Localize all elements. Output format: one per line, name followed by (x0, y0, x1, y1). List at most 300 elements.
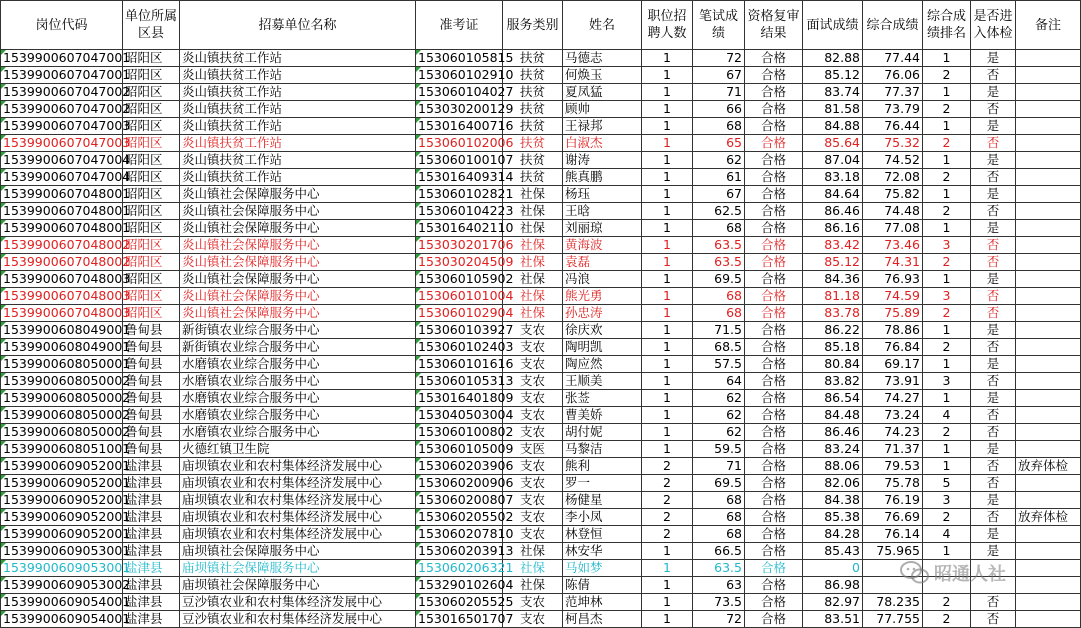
cell-job-code: 1539900609052001 (1, 526, 123, 543)
cell-written-score: 68 (693, 509, 745, 526)
cell-total-rank: 1 (923, 543, 971, 560)
cell-total-score (863, 560, 923, 577)
cell-job-code: 1539900607048003 (1, 305, 123, 322)
cell-district: 昭阳区 (123, 288, 180, 305)
cell-service-type: 社保 (503, 577, 563, 594)
cell-job-code: 1539900607047002 (1, 101, 123, 118)
cell-physical-exam: 否 (971, 305, 1016, 322)
cell-unit-name: 庙坝镇农业和农村集体经济发展中心 (180, 509, 416, 526)
cell-total-score: 75.32 (863, 135, 923, 152)
cell-candidate-name: 马黎洁 (563, 441, 642, 458)
cell-ticket-number: 153060203913 (416, 543, 503, 560)
table-row (1, 577, 1081, 594)
cell-total-rank: 1 (923, 186, 971, 203)
cell-physical-exam: 否 (971, 101, 1016, 118)
table-row (1, 152, 1081, 169)
cell-total-score: 76.19 (863, 492, 923, 509)
cell-written-score: 62 (693, 152, 745, 169)
cell-remark (1016, 526, 1081, 543)
cell-ticket-number: 153060105009 (416, 441, 503, 458)
cell-ticket-number: 153060102904 (416, 305, 503, 322)
cell-remark (1016, 305, 1081, 322)
cell-interview-score: 86.16 (803, 220, 863, 237)
cell-candidate-name: 夏凤猛 (563, 84, 642, 101)
cell-candidate-name: 熊真鹏 (563, 169, 642, 186)
cell-job-code: 1539900609052001 (1, 458, 123, 475)
cell-total-score: 74.27 (863, 390, 923, 407)
cell-physical-exam: 否 (971, 594, 1016, 611)
cell-remark (1016, 543, 1081, 560)
cell-hire-count: 1 (642, 67, 693, 84)
cell-unit-name: 炎山镇社会保障服务中心 (180, 220, 416, 237)
cell-remark (1016, 169, 1081, 186)
table-row (1, 271, 1081, 288)
cell-service-type: 扶贫 (503, 101, 563, 118)
cell-remark: 放弃体检 (1016, 509, 1081, 526)
cell-candidate-name: 王顺美 (563, 373, 642, 390)
cell-hire-count: 1 (642, 441, 693, 458)
cell-review-result: 合格 (745, 152, 803, 169)
cell-service-type: 社保 (503, 543, 563, 560)
cell-remark (1016, 322, 1081, 339)
cell-unit-name: 炎山镇扶贫工作站 (180, 50, 416, 67)
cell-hire-count: 1 (642, 203, 693, 220)
cell-interview-score: 83.51 (803, 611, 863, 628)
cell-physical-exam: 否 (971, 203, 1016, 220)
cell-district: 昭阳区 (123, 237, 180, 254)
cell-physical-exam: 否 (971, 67, 1016, 84)
cell-interview-score: 83.24 (803, 441, 863, 458)
cell-ticket-number: 153060203906 (416, 458, 503, 475)
cell-physical-exam: 否 (971, 169, 1016, 186)
cell-review-result: 合格 (745, 407, 803, 424)
table-row (1, 373, 1081, 390)
cell-written-score: 73.5 (693, 594, 745, 611)
cell-job-code: 1539900608050002 (1, 373, 123, 390)
cell-remark (1016, 339, 1081, 356)
cell-review-result: 合格 (745, 339, 803, 356)
cell-unit-name: 炎山镇扶贫工作站 (180, 152, 416, 169)
cell-hire-count: 1 (642, 322, 693, 339)
column-header: 职位招聘人数 (642, 1, 693, 50)
cell-hire-count: 1 (642, 169, 693, 186)
cell-written-score: 71.5 (693, 322, 745, 339)
cell-review-result: 合格 (745, 237, 803, 254)
column-header: 岗位代码 (1, 1, 123, 50)
cell-written-score: 57.5 (693, 356, 745, 373)
cell-ticket-number: 153060104027 (416, 84, 503, 101)
cell-ticket-number: 153016400716 (416, 118, 503, 135)
cell-unit-name: 炎山镇扶贫工作站 (180, 101, 416, 118)
cell-service-type: 支农 (503, 407, 563, 424)
cell-total-score: 76.06 (863, 67, 923, 84)
cell-total-score: 79.53 (863, 458, 923, 475)
column-header: 面试成绩 (803, 1, 863, 50)
cell-interview-score: 84.48 (803, 407, 863, 424)
cell-total-rank: 1 (923, 220, 971, 237)
cell-job-code: 1539900608050002 (1, 407, 123, 424)
cell-review-result: 合格 (745, 356, 803, 373)
cell-total-rank: 1 (923, 390, 971, 407)
cell-total-score: 77.44 (863, 50, 923, 67)
cell-job-code: 1539900609054001 (1, 611, 123, 628)
cell-unit-name: 庙坝镇社会保障服务中心 (180, 543, 416, 560)
cell-interview-score: 86.98 (803, 577, 863, 594)
cell-candidate-name: 杨健星 (563, 492, 642, 509)
cell-district: 鲁甸县 (123, 373, 180, 390)
cell-ticket-number: 153060103927 (416, 322, 503, 339)
cell-service-type: 支农 (503, 322, 563, 339)
cell-service-type: 社保 (503, 271, 563, 288)
cell-written-score: 63.5 (693, 254, 745, 271)
table-row (1, 305, 1081, 322)
cell-candidate-name: 孙忠涛 (563, 305, 642, 322)
cell-service-type: 扶贫 (503, 118, 563, 135)
cell-candidate-name: 马德志 (563, 50, 642, 67)
cell-written-score: 68.5 (693, 339, 745, 356)
cell-hire-count: 1 (642, 356, 693, 373)
cell-ticket-number: 153060101616 (416, 356, 503, 373)
cell-interview-score: 84.88 (803, 118, 863, 135)
cell-candidate-name: 刘丽琼 (563, 220, 642, 237)
cell-hire-count: 1 (642, 186, 693, 203)
cell-physical-exam: 否 (971, 475, 1016, 492)
cell-written-score: 63 (693, 577, 745, 594)
cell-district: 昭阳区 (123, 135, 180, 152)
cell-physical-exam: 否 (971, 373, 1016, 390)
cell-interview-score: 82.88 (803, 50, 863, 67)
cell-total-score: 74.31 (863, 254, 923, 271)
cell-total-rank: 2 (923, 169, 971, 186)
cell-job-code: 1539900609052001 (1, 492, 123, 509)
cell-hire-count: 1 (642, 407, 693, 424)
cell-total-rank: 4 (923, 526, 971, 543)
table-row (1, 543, 1081, 560)
cell-interview-score: 82.97 (803, 594, 863, 611)
cell-total-rank: 2 (923, 101, 971, 118)
cell-hire-count: 1 (642, 288, 693, 305)
cell-written-score: 69.5 (693, 475, 745, 492)
cell-service-type: 社保 (503, 560, 563, 577)
cell-ticket-number: 153060200906 (416, 475, 503, 492)
cell-job-code: 1539900608051001 (1, 441, 123, 458)
cell-interview-score: 86.54 (803, 390, 863, 407)
table-row (1, 237, 1081, 254)
cell-district: 昭阳区 (123, 186, 180, 203)
cell-ticket-number: 153060104223 (416, 203, 503, 220)
cell-review-result: 合格 (745, 288, 803, 305)
cell-district: 昭阳区 (123, 220, 180, 237)
cell-unit-name: 炎山镇社会保障服务中心 (180, 203, 416, 220)
cell-remark (1016, 475, 1081, 492)
cell-review-result: 合格 (745, 373, 803, 390)
cell-total-score: 75.965 (863, 543, 923, 560)
cell-unit-name: 庙坝镇农业和农村集体经济发展中心 (180, 458, 416, 475)
cell-unit-name: 炎山镇社会保障服务中心 (180, 271, 416, 288)
cell-review-result: 合格 (745, 101, 803, 118)
cell-ticket-number: 153040503004 (416, 407, 503, 424)
cell-district: 昭阳区 (123, 67, 180, 84)
table-row (1, 509, 1081, 526)
cell-job-code: 1539900607048001 (1, 186, 123, 203)
column-header: 姓名 (563, 1, 642, 50)
cell-job-code: 1539900608050001 (1, 356, 123, 373)
cell-district: 昭阳区 (123, 305, 180, 322)
cell-physical-exam: 是 (971, 526, 1016, 543)
column-header: 资格复审结果 (745, 1, 803, 50)
cell-physical-exam: 是 (971, 543, 1016, 560)
cell-service-type: 扶贫 (503, 50, 563, 67)
cell-written-score: 71 (693, 458, 745, 475)
cell-hire-count: 1 (642, 339, 693, 356)
cell-total-rank: 1 (923, 458, 971, 475)
cell-interview-score: 81.18 (803, 288, 863, 305)
cell-interview-score: 83.18 (803, 169, 863, 186)
cell-candidate-name: 罗一 (563, 475, 642, 492)
cell-service-type: 支农 (503, 611, 563, 628)
cell-review-result: 合格 (745, 169, 803, 186)
cell-interview-score: 84.38 (803, 492, 863, 509)
cell-review-result: 合格 (745, 271, 803, 288)
cell-service-type: 社保 (503, 220, 563, 237)
cell-remark (1016, 356, 1081, 373)
cell-service-type: 支农 (503, 424, 563, 441)
table-row (1, 288, 1081, 305)
column-header: 综合成绩排名 (923, 1, 971, 50)
cell-ticket-number: 153060102910 (416, 67, 503, 84)
cell-review-result: 合格 (745, 458, 803, 475)
cell-review-result: 合格 (745, 186, 803, 203)
cell-remark (1016, 118, 1081, 135)
cell-service-type: 社保 (503, 288, 563, 305)
cell-total-rank: 2 (923, 339, 971, 356)
cell-written-score: 59.5 (693, 441, 745, 458)
cell-total-score: 71.37 (863, 441, 923, 458)
cell-candidate-name: 何焕玉 (563, 67, 642, 84)
cell-district: 鲁甸县 (123, 441, 180, 458)
cell-hire-count: 1 (642, 543, 693, 560)
cell-review-result: 合格 (745, 526, 803, 543)
cell-total-score: 76.93 (863, 271, 923, 288)
cell-job-code: 1539900607048002 (1, 254, 123, 271)
cell-total-rank: 1 (923, 322, 971, 339)
cell-service-type: 支农 (503, 373, 563, 390)
cell-ticket-number: 153060206321 (416, 560, 503, 577)
cell-ticket-number: 153030204509 (416, 254, 503, 271)
cell-remark (1016, 220, 1081, 237)
cell-district: 盐津县 (123, 577, 180, 594)
cell-physical-exam: 否 (971, 424, 1016, 441)
cell-remark (1016, 67, 1081, 84)
cell-candidate-name: 谢涛 (563, 152, 642, 169)
cell-remark (1016, 373, 1081, 390)
cell-ticket-number: 153060105313 (416, 373, 503, 390)
cell-remark (1016, 237, 1081, 254)
cell-hire-count: 1 (642, 577, 693, 594)
cell-written-score: 63.5 (693, 560, 745, 577)
cell-candidate-name: 胡付妮 (563, 424, 642, 441)
cell-physical-exam: 否 (971, 254, 1016, 271)
cell-district: 昭阳区 (123, 169, 180, 186)
table-row (1, 254, 1081, 271)
cell-remark (1016, 254, 1081, 271)
cell-review-result: 合格 (745, 254, 803, 271)
cell-ticket-number: 153016501707 (416, 611, 503, 628)
cell-unit-name: 庙坝镇社会保障服务中心 (180, 577, 416, 594)
cell-total-score: 76.44 (863, 118, 923, 135)
cell-ticket-number: 153060101004 (416, 288, 503, 305)
cell-total-rank: 2 (923, 203, 971, 220)
cell-written-score: 72 (693, 611, 745, 628)
cell-total-score: 77.08 (863, 220, 923, 237)
table-row (1, 84, 1081, 101)
cell-remark (1016, 424, 1081, 441)
column-header: 备注 (1016, 1, 1081, 50)
cell-physical-exam: 是 (971, 186, 1016, 203)
cell-candidate-name: 范坤林 (563, 594, 642, 611)
cell-hire-count: 1 (642, 560, 693, 577)
cell-unit-name: 豆沙镇农业和农村集体经济发展中心 (180, 611, 416, 628)
cell-interview-score: 84.28 (803, 526, 863, 543)
cell-district: 鲁甸县 (123, 424, 180, 441)
cell-candidate-name: 陈倩 (563, 577, 642, 594)
cell-job-code: 1539900607048003 (1, 288, 123, 305)
cell-district: 盐津县 (123, 594, 180, 611)
cell-candidate-name: 顾帅 (563, 101, 642, 118)
cell-ticket-number: 153060205525 (416, 594, 503, 611)
cell-total-score (863, 577, 923, 594)
cell-remark (1016, 441, 1081, 458)
table-row (1, 390, 1081, 407)
cell-written-score: 62 (693, 390, 745, 407)
cell-job-code: 1539900609053002 (1, 577, 123, 594)
cell-unit-name: 炎山镇社会保障服务中心 (180, 288, 416, 305)
cell-ticket-number: 153060200807 (416, 492, 503, 509)
cell-service-type: 支农 (503, 390, 563, 407)
cell-candidate-name: 陶明凯 (563, 339, 642, 356)
cell-hire-count: 1 (642, 373, 693, 390)
cell-hire-count: 2 (642, 492, 693, 509)
cell-written-score: 66.5 (693, 543, 745, 560)
cell-candidate-name: 柯昌杰 (563, 611, 642, 628)
cell-ticket-number: 153060100802 (416, 424, 503, 441)
cell-district: 盐津县 (123, 509, 180, 526)
cell-unit-name: 炎山镇社会保障服务中心 (180, 254, 416, 271)
cell-unit-name: 炎山镇社会保障服务中心 (180, 237, 416, 254)
cell-total-score: 73.79 (863, 101, 923, 118)
cell-review-result: 合格 (745, 509, 803, 526)
cell-interview-score: 82.06 (803, 475, 863, 492)
cell-total-rank: 2 (923, 254, 971, 271)
cell-ticket-number: 153060102821 (416, 186, 503, 203)
column-header: 服务类别 (503, 1, 563, 50)
cell-remark: 放弃体检 (1016, 458, 1081, 475)
cell-unit-name: 庙坝镇农业和农村集体经济发展中心 (180, 492, 416, 509)
cell-hire-count: 2 (642, 458, 693, 475)
cell-district: 鲁甸县 (123, 390, 180, 407)
cell-total-score: 72.08 (863, 169, 923, 186)
watermark-text: 昭通人社 (934, 564, 1006, 585)
cell-hire-count: 1 (642, 118, 693, 135)
table-row (1, 322, 1081, 339)
cell-district: 昭阳区 (123, 84, 180, 101)
cell-total-rank: 1 (923, 271, 971, 288)
cell-physical-exam: 是 (971, 390, 1016, 407)
cell-review-result: 合格 (745, 577, 803, 594)
cell-unit-name: 新街镇农业综合服务中心 (180, 322, 416, 339)
table-row (1, 101, 1081, 118)
cell-district: 盐津县 (123, 475, 180, 492)
cell-unit-name: 豆沙镇农业和农村集体经济发展中心 (180, 594, 416, 611)
cell-interview-score: 84.64 (803, 186, 863, 203)
cell-service-type: 扶贫 (503, 84, 563, 101)
cell-job-code: 1539900608050002 (1, 424, 123, 441)
cell-total-rank: 3 (923, 288, 971, 305)
cell-ticket-number: 153060105815 (416, 50, 503, 67)
cell-interview-score: 86.46 (803, 203, 863, 220)
cell-service-type: 支农 (503, 339, 563, 356)
cell-unit-name: 庙坝镇农业和农村集体经济发展中心 (180, 526, 416, 543)
cell-interview-score: 83.82 (803, 373, 863, 390)
column-header: 单位所属区县 (123, 1, 180, 50)
cell-total-rank: 2 (923, 305, 971, 322)
cell-ticket-number: 153016402110 (416, 220, 503, 237)
cell-total-score: 74.48 (863, 203, 923, 220)
column-header: 准考证 (416, 1, 503, 50)
cell-service-type: 扶贫 (503, 135, 563, 152)
cell-physical-exam: 是 (971, 50, 1016, 67)
cell-remark (1016, 101, 1081, 118)
cell-written-score: 72 (693, 50, 745, 67)
cell-review-result: 合格 (745, 611, 803, 628)
cell-review-result: 合格 (745, 203, 803, 220)
cell-job-code: 1539900607048001 (1, 203, 123, 220)
cell-job-code: 1539900607048001 (1, 220, 123, 237)
cell-written-score: 62 (693, 407, 745, 424)
cell-review-result: 合格 (745, 135, 803, 152)
table-row (1, 492, 1081, 509)
cell-review-result: 合格 (745, 492, 803, 509)
cell-hire-count: 1 (642, 220, 693, 237)
cell-review-result: 合格 (745, 50, 803, 67)
cell-remark (1016, 84, 1081, 101)
cell-remark (1016, 288, 1081, 305)
cell-district: 鲁甸县 (123, 407, 180, 424)
cell-remark (1016, 577, 1081, 594)
cell-interview-score: 83.78 (803, 305, 863, 322)
cell-total-rank: 2 (923, 611, 971, 628)
cell-district: 鲁甸县 (123, 339, 180, 356)
cell-service-type: 支农 (503, 458, 563, 475)
cell-unit-name: 水磨镇农业综合服务中心 (180, 407, 416, 424)
cell-job-code: 1539900607047001 (1, 50, 123, 67)
cell-interview-score: 85.43 (803, 543, 863, 560)
cell-review-result: 合格 (745, 84, 803, 101)
cell-remark (1016, 390, 1081, 407)
cell-interview-score: 80.84 (803, 356, 863, 373)
cell-service-type: 支农 (503, 526, 563, 543)
cell-job-code: 1539900609054001 (1, 594, 123, 611)
cell-written-score: 66 (693, 101, 745, 118)
cell-unit-name: 炎山镇扶贫工作站 (180, 84, 416, 101)
cell-candidate-name: 熊光勇 (563, 288, 642, 305)
table-row (1, 441, 1081, 458)
cell-unit-name: 庙坝镇社会保障服务中心 (180, 560, 416, 577)
cell-candidate-name: 黄海波 (563, 237, 642, 254)
cell-review-result: 合格 (745, 424, 803, 441)
cell-interview-score: 83.42 (803, 237, 863, 254)
cell-district: 昭阳区 (123, 254, 180, 271)
